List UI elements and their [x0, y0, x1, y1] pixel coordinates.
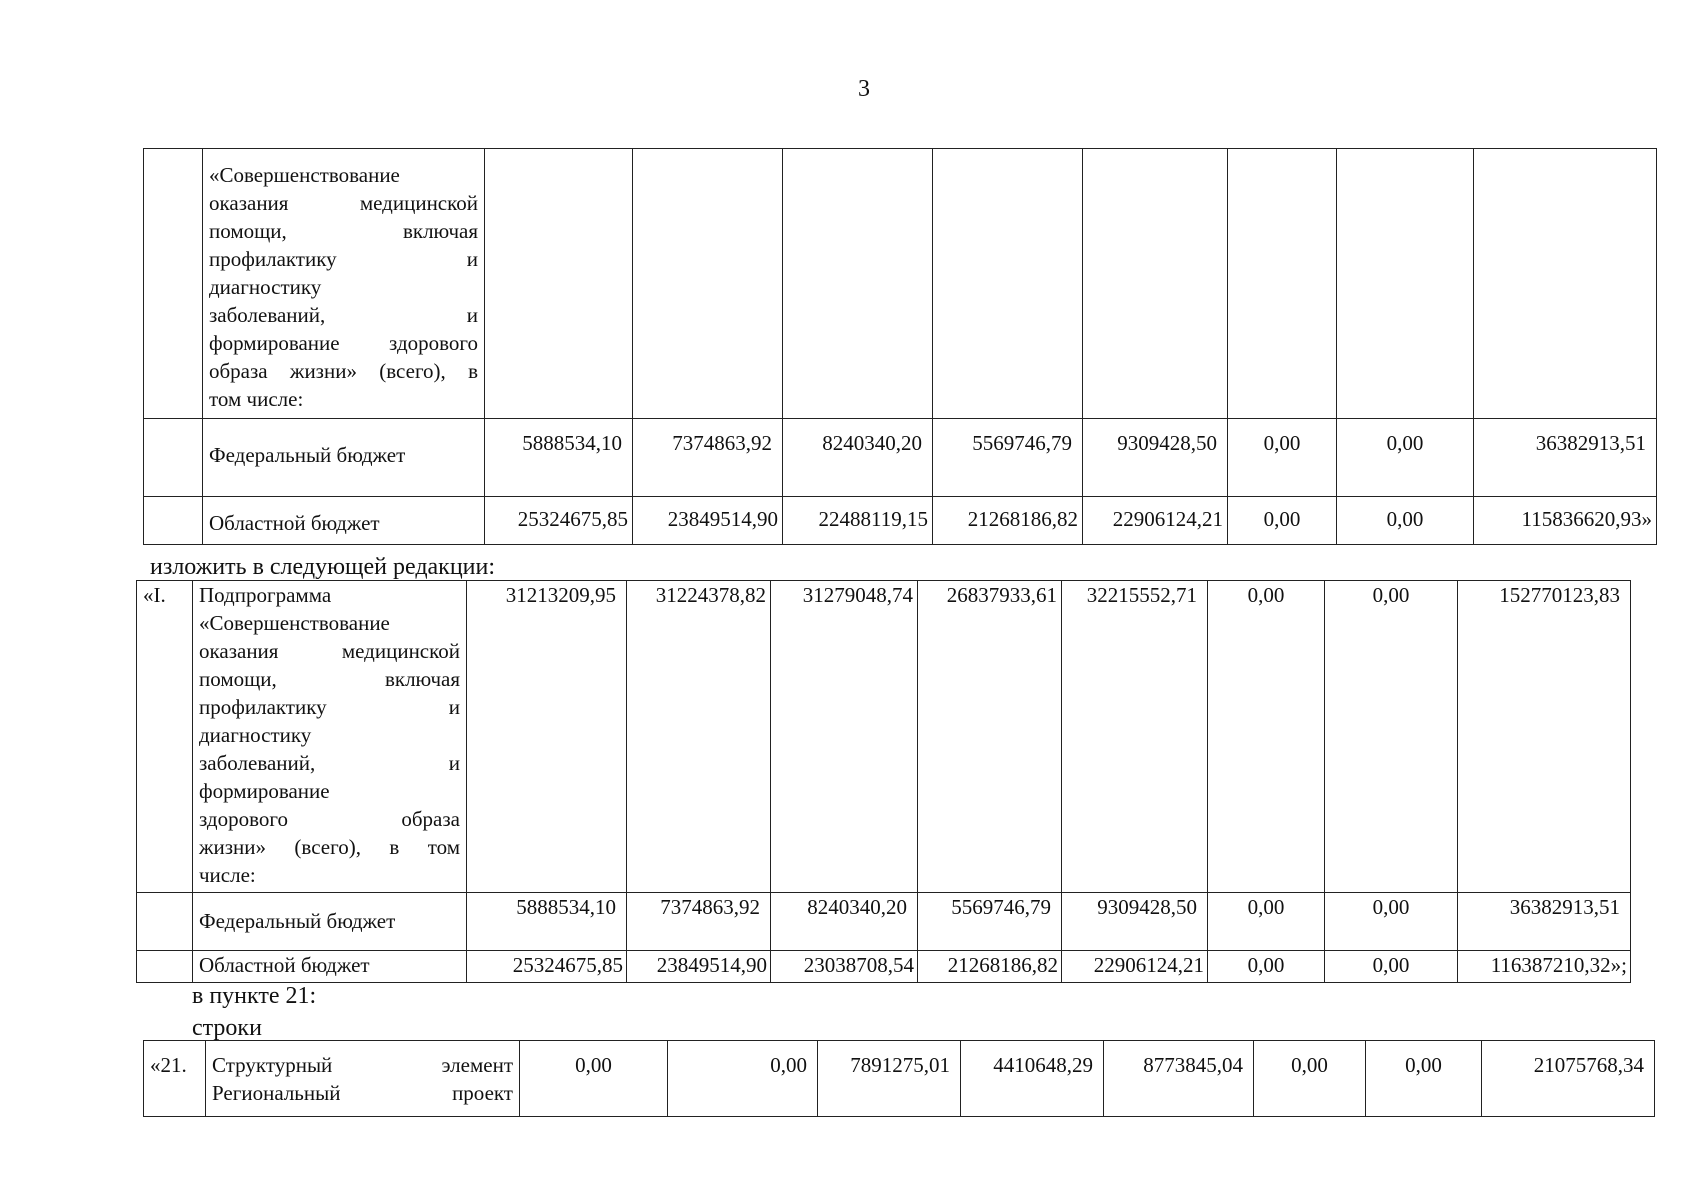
program-name-line: Региональный проект	[212, 1081, 513, 1105]
value-cell: 0,00	[1325, 893, 1458, 951]
value-cell: 5569746,79	[918, 893, 1062, 951]
value-cell	[783, 149, 933, 419]
section-paragraph: в пункте 21:	[192, 983, 317, 1009]
value-cell	[1474, 149, 1657, 419]
value-cell: 31279048,74	[771, 581, 918, 893]
value-cell: 22906124,21	[1062, 951, 1208, 983]
program-name-line: оказания медицинской	[209, 191, 478, 215]
row-number: «I.	[137, 581, 193, 893]
value-cell: 0,00	[520, 1041, 668, 1117]
value-cell: 116387210,32»;	[1458, 951, 1631, 983]
value-cell: 21268186,82	[918, 951, 1062, 983]
value-cell: 4410648,29	[961, 1041, 1104, 1117]
table-row	[137, 893, 1631, 951]
program-name-cell	[206, 1041, 520, 1117]
value-cell: 5888534,10	[467, 893, 627, 951]
row-number	[137, 951, 193, 983]
value-cell	[1228, 149, 1337, 419]
value-cell: 26837933,61	[918, 581, 1062, 893]
value-cell: 9309428,50	[1083, 419, 1228, 497]
value-cell	[933, 149, 1083, 419]
value-cell: 0,00	[1228, 497, 1337, 545]
value-cell: 23849514,90	[633, 497, 783, 545]
value-cell	[633, 149, 783, 419]
value-cell: 0,00	[1208, 581, 1325, 893]
row-number	[144, 419, 203, 497]
value-cell: 31224378,82	[627, 581, 771, 893]
value-cell	[485, 149, 633, 419]
value-cell: 0,00	[1208, 951, 1325, 983]
value-cell: 0,00	[1325, 581, 1458, 893]
table-row	[137, 581, 1631, 893]
value-cell: 9309428,50	[1062, 893, 1208, 951]
value-cell: 0,00	[1337, 497, 1474, 545]
value-cell: 21268186,82	[933, 497, 1083, 545]
value-cell	[1083, 149, 1228, 419]
value-cell: 8240340,20	[771, 893, 918, 951]
row-number	[144, 149, 203, 419]
value-cell: 0,00	[1325, 951, 1458, 983]
program-name-cell	[193, 581, 467, 893]
value-cell: 36382913,51	[1474, 419, 1657, 497]
budget-name-cell: Федеральный бюджет	[193, 893, 467, 951]
program-name-line: формирование	[199, 779, 330, 803]
value-cell: 0,00	[1366, 1041, 1482, 1117]
value-cell: 23038708,54	[771, 951, 918, 983]
row-number	[144, 497, 203, 545]
program-name-line: том числе:	[209, 387, 304, 411]
program-name-line: диагностику	[199, 723, 312, 747]
value-cell: 0,00	[1254, 1041, 1366, 1117]
budget-name-cell: Областной бюджет	[193, 951, 467, 983]
value-cell: 7891275,01	[818, 1041, 961, 1117]
row-number: «21.	[144, 1041, 206, 1117]
row-number	[137, 893, 193, 951]
program-name-line: числе:	[199, 863, 256, 887]
program-name-cell	[203, 149, 485, 419]
value-cell: 0,00	[1337, 419, 1474, 497]
value-cell: 25324675,85	[485, 497, 633, 545]
program-name-line: Подпрограмма	[199, 583, 332, 607]
section-paragraph: строки	[192, 1015, 262, 1041]
value-cell: 152770123,83	[1458, 581, 1631, 893]
program-name-line: образа жизни» (всего), в	[209, 359, 478, 383]
value-cell: 0,00	[1208, 893, 1325, 951]
table-row	[144, 1041, 1655, 1117]
value-cell: 22488119,15	[783, 497, 933, 545]
instruction-paragraph: изложить в следующей редакции:	[150, 554, 496, 580]
value-cell: 31213209,95	[467, 581, 627, 893]
program-name-line: диагностику	[209, 275, 322, 299]
program-name-line: «Совершенствование	[199, 611, 390, 635]
budget-name-cell: Федеральный бюджет	[203, 419, 485, 497]
value-cell: 5569746,79	[933, 419, 1083, 497]
value-cell: 25324675,85	[467, 951, 627, 983]
program-name-line: формирование здорового	[209, 331, 478, 355]
value-cell: 115836620,93»	[1474, 497, 1657, 545]
program-name-line: здорового образа	[199, 807, 460, 831]
value-cell: 36382913,51	[1458, 893, 1631, 951]
program-name-line: Структурный элемент	[212, 1053, 513, 1077]
value-cell: 0,00	[1228, 419, 1337, 497]
budget-name-cell: Областной бюджет	[203, 497, 485, 545]
table-row	[137, 951, 1631, 983]
budget-table-item-21	[143, 1040, 1655, 1117]
program-name-line: профилактику и	[209, 247, 478, 271]
value-cell	[1337, 149, 1474, 419]
table-row	[144, 419, 1657, 497]
value-cell: 8240340,20	[783, 419, 933, 497]
program-name-line: помощи, включая	[209, 219, 478, 243]
program-name-line: заболеваний, и	[209, 303, 478, 327]
budget-table-old	[143, 148, 1657, 545]
value-cell: 5888534,10	[485, 419, 633, 497]
program-name-line: заболеваний, и	[199, 751, 460, 775]
program-name-line: помощи, включая	[199, 667, 460, 691]
table-row	[144, 497, 1657, 545]
page-number: 3	[858, 76, 870, 102]
value-cell: 23849514,90	[627, 951, 771, 983]
program-name-line: оказания медицинской	[199, 639, 460, 663]
value-cell: 8773845,04	[1104, 1041, 1254, 1117]
value-cell: 32215552,71	[1062, 581, 1208, 893]
program-name-line: «Совершенствование	[209, 163, 400, 187]
value-cell: 21075768,34	[1482, 1041, 1655, 1117]
value-cell: 0,00	[668, 1041, 818, 1117]
value-cell: 22906124,21	[1083, 497, 1228, 545]
budget-table-new	[136, 580, 1631, 983]
program-name-line: жизни» (всего), в том	[199, 835, 460, 859]
value-cell: 7374863,92	[633, 419, 783, 497]
value-cell: 7374863,92	[627, 893, 771, 951]
table-row	[144, 149, 1657, 419]
program-name-line: профилактику и	[199, 695, 460, 719]
